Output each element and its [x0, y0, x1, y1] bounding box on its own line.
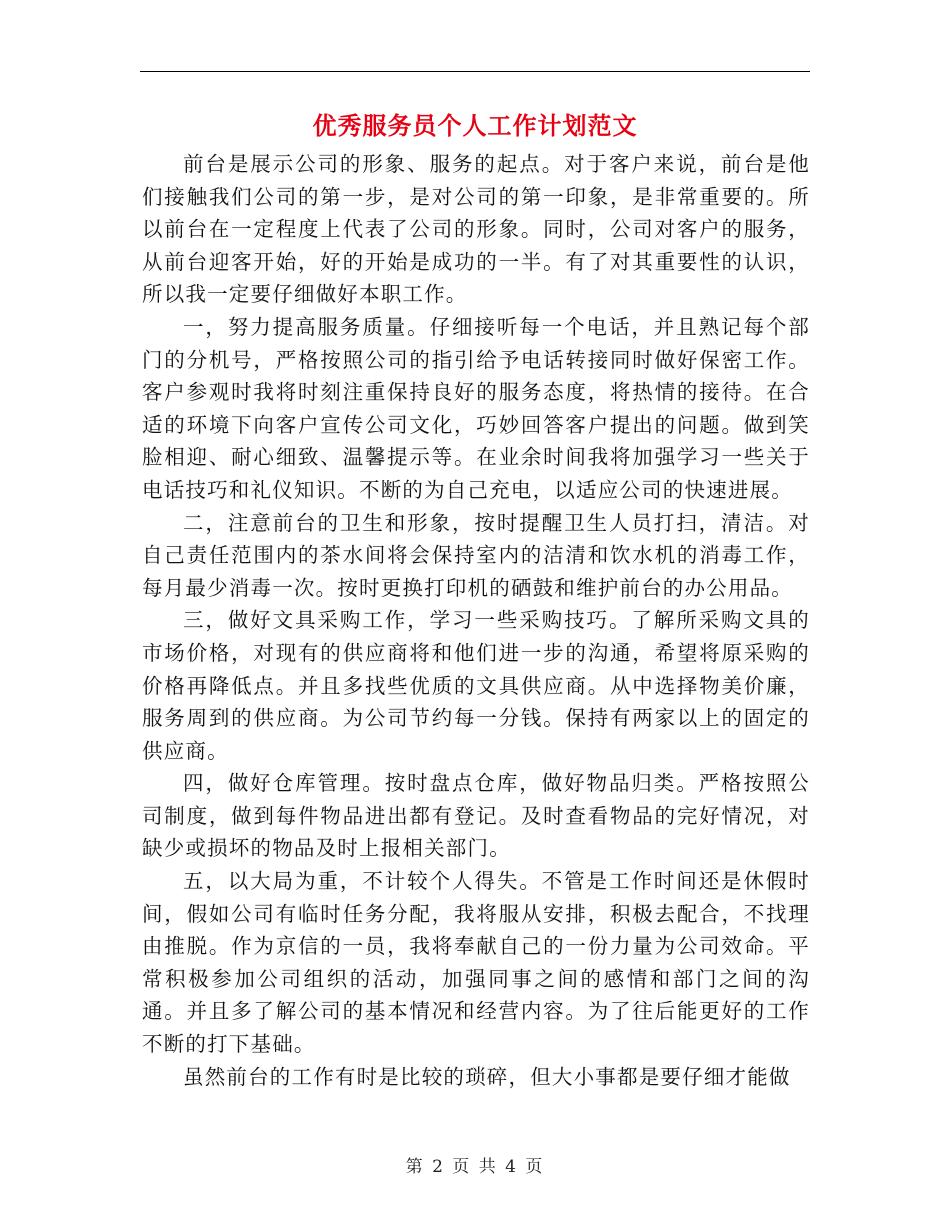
paragraph-item-5: 五，以大局为重，不计较个人得失。不管是工作时间还是休假时间，假如公司有临时任务分配，我将服从安排，积极去配合，不找理由推脱。作为京信的一员，我将奉献自己的一份力量为公司效命。平常积极参加公司组织的活动，加强同事之间的感情和部门之间的沟通。并且多了解公司的基本情况和经营内容。为了往后能更好的工作不断的打下基础。 — [142, 869, 810, 1057]
document-body — [142, 148, 810, 1093]
paragraph-item-1: 一，努力提高服务质量。仔细接听每一个电话，并且熟记每个部门的分机号，严格按照公司的指引给予电话转接同时做好保密工作。客户参观时我将时刻注重保持良好的服务态度，将热情的接待。在合适的环境下向客户宣传公司文化，巧妙回答客户提出的问题。做到笑脸相迎、耐心细致、温馨提示等。在业余时间我将加强学习一些关于电话技巧和礼仪知识。不断的为自己充电，以适应公司的快速进展。 — [142, 314, 810, 502]
paragraph-item-3: 三，做好文具采购工作，学习一些采购技巧。了解所采购文具的市场价格，对现有的供应商将和他们进一步的沟通，希望将原采购的价格再降低点。并且多找些优质的文具供应商。从中选择物美价廉，服务周到的供应商。为公司节约每一分钱。保持有两家以上的固定的供应商。 — [142, 608, 810, 763]
header-rule — [140, 71, 810, 72]
paragraph-item-2: 二，注意前台的卫生和形象，按时提醒卫生人员打扫，清洁。对自己责任范围内的茶水间将会保持室内的洁清和饮水机的消毒工作，每月最少消毒一次。按时更换打印机的硒鼓和维护前台的办公用品。 — [142, 510, 810, 600]
document-title: 优秀服务员个人工作计划范文 — [312, 111, 638, 140]
paragraph-closing: 虽然前台的工作有时是比较的琐碎，但大小事都是要仔细才能做 — [183, 1064, 791, 1089]
page-footer: 第 2 页 共 4 页 — [405, 1157, 545, 1177]
paragraph-item-4: 四，做好仓库管理。按时盘点仓库，做好物品归类。严格按照公司制度，做到每件物品进出都有登记。及时查看物品的完好情况，对缺少或损坏的物品及时上报相关部门。 — [142, 771, 810, 861]
paragraph-intro: 前台是展示公司的形象、服务的起点。对于客户来说，前台是他们接触我们公司的第一步，是对公司的第一印象，是非常重要的。所以前台在一定程度上代表了公司的形象。同时，公司对客户的服务，从前台迎客开始，好的开始是成功的一半。有了对其重要性的认识，所以我一定要仔细做好本职工作。 — [142, 152, 810, 307]
